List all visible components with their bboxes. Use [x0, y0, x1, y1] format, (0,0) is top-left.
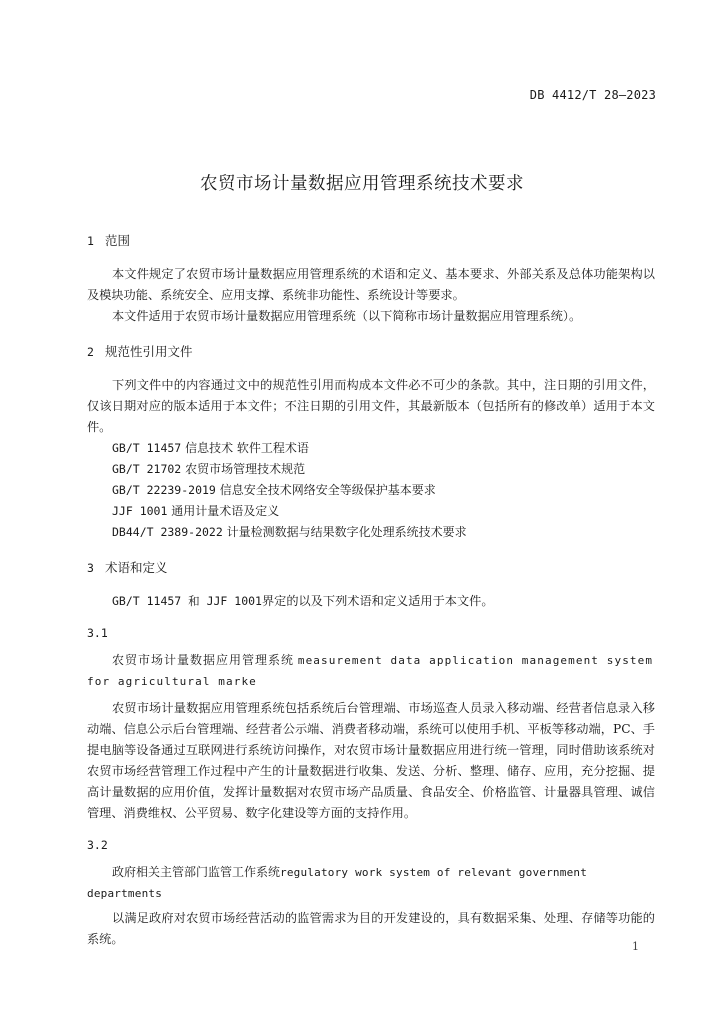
standard-codes: GB/T 11457 和 JJF 1001	[112, 594, 262, 608]
reference-item	[112, 522, 655, 543]
term-name-zh: 农贸市场计量数据应用管理系统	[112, 653, 295, 667]
term-number: 3.2	[87, 838, 108, 852]
term-number: 3.1	[87, 626, 108, 640]
reference-name: 农贸市场管理技术规范	[185, 462, 306, 476]
term-definition: 农贸市场计量数据应用管理系统包括系统后台管理端、市场巡查人员录入移动端、经营者信息录入移动端、信息公示后台管理端、经营者公示端、消费者移动端，系统可以使用手机、平板等移动端，PC、手提电脑等设备通过互联网进行系统访问操作，对农贸市场计量数据应用进行统一管理，同时借助该系统对农贸市场经营管理工作过程中产生的计量数据进行收集、发送、分析、整理、储存、应用，充分挖掘、提高计量数据的应用价值，发挥计量数据对农贸市场产品质量、食品安全、价格监管、计量器具管理、诚信管理、消费维权、公平贸易、数字化建设等方面的支持作用。	[87, 701, 655, 820]
section-number: 3	[87, 561, 94, 575]
term-definition: 以满足政府对农贸市场经营活动的监管需求为目的开发建设的，具有数据采集、处理、存储等功能的系统。	[87, 911, 655, 946]
reference-code: GB/T 11457	[112, 441, 182, 455]
term-heading	[87, 862, 655, 904]
reference-name: 通用计量术语及定义	[171, 504, 280, 518]
reference-code: DB44/T 2389-2022	[112, 525, 223, 539]
section-number: 1	[87, 234, 94, 248]
term-name-en: regulatory work system of relevant government departments	[87, 866, 588, 900]
section-heading-scope	[87, 230, 655, 252]
paragraph: 下列文件中的内容通过文中的规范性引用而构成本文件必不可少的条款。其中，注日期的引用文件，仅该日期对应的版本适用于本文件；不注日期的引用文件，其最新版本（包括所有的修改单）适用于本文件。	[87, 378, 655, 434]
section-number: 2	[87, 345, 94, 359]
intro-text: 界定的以及下列术语和定义适用于本文件。	[261, 594, 494, 608]
reference-name: 信息技术 软件工程术语	[185, 441, 309, 455]
section-title: 术语和定义	[105, 560, 168, 575]
reference-item	[112, 501, 655, 522]
reference-item	[112, 459, 655, 480]
term-name-en: measurement data application management system for agricultural marke	[87, 654, 654, 688]
reference-item	[112, 438, 655, 459]
term-heading	[87, 650, 655, 692]
paragraph: 本文件规定了农贸市场计量数据应用管理系统的术语和定义、基本要求、外部关系及总体功能架构以及模块功能、系统安全、应用支撑、系统非功能性、系统设计等要求。	[87, 267, 655, 302]
term-name-zh: 政府相关主管部门监管工作系统	[112, 865, 281, 879]
paragraph: 本文件适用于农贸市场计量数据应用管理系统（以下简称市场计量数据应用管理系统）。	[112, 309, 582, 323]
section-heading-terms	[87, 557, 655, 579]
section-title: 规范性引用文件	[105, 344, 193, 359]
reference-code: JJF 1001	[112, 504, 168, 518]
reference-code: GB/T 22239-2019	[112, 483, 216, 497]
page-number: 1	[632, 940, 639, 953]
document-title: 农贸市场计量数据应用管理系统技术要求	[200, 174, 524, 194]
reference-item	[112, 480, 655, 501]
reference-code: GB/T 21702	[112, 462, 182, 476]
section-title: 范围	[105, 233, 131, 248]
reference-name: 信息安全技术网络安全等级保护基本要求	[219, 483, 436, 497]
paragraph	[87, 591, 655, 612]
document-body	[87, 230, 655, 950]
section-heading-normative-references	[87, 341, 655, 363]
standard-code: DB 4412/T 28—2023	[529, 88, 656, 102]
reference-name: 计量检测数据与结果数字化处理系统技术要求	[226, 525, 467, 539]
